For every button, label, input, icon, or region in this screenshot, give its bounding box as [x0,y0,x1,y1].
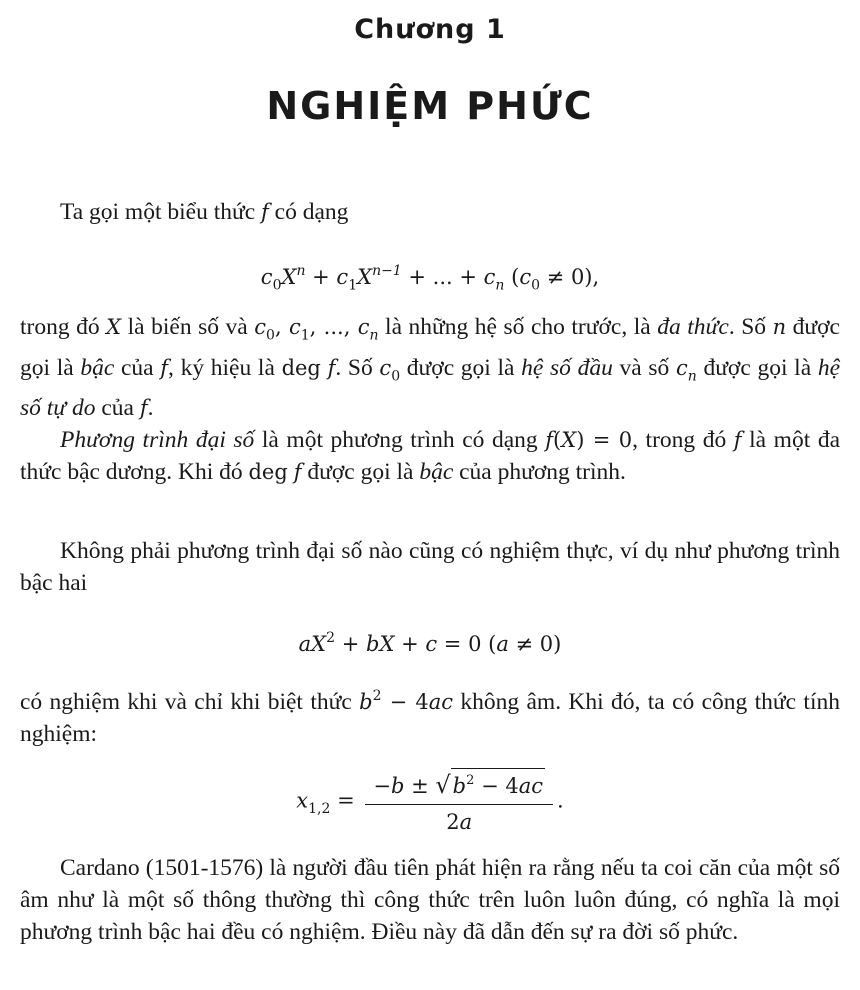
term-phuong-trinh-dai-so: Phương trình đại số [60,427,255,453]
chapter-title: NGHIỆM PHỨC [266,84,594,128]
term-da-thuc: đa thức [657,314,729,340]
term-he-so-dau: hệ số đầu [521,354,613,381]
equation-quadratic: $aX^2$ + bX + c = 0 (a ≠ 0) [298,630,562,656]
formula-denominator: 2a [446,809,473,834]
formula-fraction [365,768,553,836]
term-bac: bậc [80,354,115,381]
paragraph-definition-intro: Ta gọi một biểu thức f có dạng [60,199,349,225]
term-he-so-tu-do: hệ số tự do [20,354,840,422]
formula-numerator: $-b \pm √b^2 - 4ac$ [365,768,553,805]
paragraph-polynomial-terms: trong đó X là biến số và $c_0$, $c_1$, ..., $c_n$ là những hệ số cho trước, là đa thức. Số n được gọi là bậc của f, ký hiệu là deg f. Số $c_0$ được gọi là hệ số đầu và số $c_n$ được gọi là hệ số tự do của f. [20,314,840,422]
radicand: $b^2 - 4ac$ [451,768,545,798]
square-root-sign: √ [435,770,451,799]
chapter-label: Chương 1 [354,14,506,45]
paragraph-algebraic-equation: Phương trình đại số là một phương trình có dạng f(X) = 0, trong đó f là một đa thức bậc dương. Khi đó deg f được gọi là bậc của phương trình. [20,427,840,485]
equation-quadratic-formula: $x_{1,2}$ = $\frac{-b \pm √b^2 - 4ac}{2a}$ . [0,768,860,836]
term-bac-phuong-trinh: bậc [419,459,454,485]
paragraph-no-real-root: Không phải phương trình đại số nào cũng có nghiệm thực, ví dụ như phương trình bậc hai [20,538,840,596]
paragraph-discriminant: có nghiệm khi và chỉ khi biệt thức $b^2 - 4ac$ không âm. Khi đó, ta có công thức tính nghiệm: [20,688,840,747]
equation-polynomial: $c_0X^n + c_1X^{n-1}$ + ... + $c_n$ $(c_0 \ne 0)$, [260,263,600,294]
paragraph-cardano: Cardano (1501-1576) là người đầu tiên phát hiện ra rằng nếu ta coi căn của một số âm như là một số thông thường thì công thức trên luôn luôn đúng, có nghĩa là mọi phương trình bậc hai đều có nghiệm. Điều này đã dẫn đến sự ra đời số phức. [20,855,840,945]
